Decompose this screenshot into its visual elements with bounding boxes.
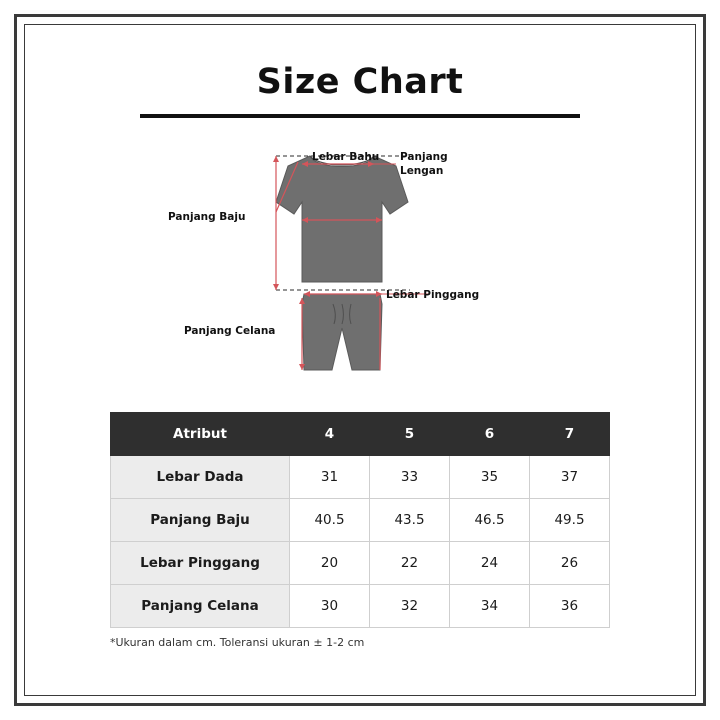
cell-panjang-baju-7: 49.5 [530,499,610,542]
cell-lebar-pinggang-6: 24 [450,542,530,585]
cell-lebar-pinggang-4: 20 [290,542,370,585]
row-label-lebar-pinggang: Lebar Pinggang [111,542,290,585]
cell-panjang-celana-5: 32 [370,585,450,628]
row-label-lebar-dada: Lebar Dada [111,456,290,499]
cell-lebar-pinggang-5: 22 [370,542,450,585]
label-panjang-lengan-2: Lengan [400,165,444,177]
page-title: Size Chart [256,62,464,102]
column-header-4: 4 [290,413,370,456]
table-row [111,499,610,542]
size-table [110,412,610,628]
cell-lebar-dada-7: 37 [530,456,610,499]
shorts-shape [302,294,382,370]
cell-panjang-celana-6: 34 [450,585,530,628]
column-header-5: 5 [370,413,450,456]
label-panjang-celana: Panjang Celana [184,325,276,337]
table-header-row [111,413,610,456]
table-row [111,456,610,499]
table-header [111,413,610,456]
cell-lebar-dada-5: 33 [370,456,450,499]
tshirt-shape [276,156,408,282]
cell-panjang-celana-4: 30 [290,585,370,628]
content-area [40,40,680,680]
cell-panjang-baju-5: 43.5 [370,499,450,542]
table-row [111,542,610,585]
column-header-7: 7 [530,413,610,456]
label-panjang-lengan-1: Panjang [400,151,448,163]
column-header-atribut: Atribut [111,413,290,456]
cell-panjang-celana-7: 36 [530,585,610,628]
row-label-panjang-celana: Panjang Celana [111,585,290,628]
cell-lebar-dada-6: 35 [450,456,530,499]
garment-diagram [40,122,680,412]
table-row [111,585,610,628]
label-panjang-baju: Panjang Baju [168,211,246,223]
cell-panjang-baju-4: 40.5 [290,499,370,542]
cell-lebar-pinggang-7: 26 [530,542,610,585]
measurement-note: *Ukuran dalam cm. Toleransi ukuran ± 1-2 cm [110,636,365,649]
table-body [111,456,610,628]
cell-lebar-dada-4: 31 [290,456,370,499]
column-header-6: 6 [450,413,530,456]
label-lebar-pinggang: Lebar Pinggang [386,289,480,301]
title-divider [140,114,580,118]
label-lebar-bahu: Lebar Bahu [312,151,380,163]
cell-panjang-baju-6: 46.5 [450,499,530,542]
row-label-panjang-baju: Panjang Baju [111,499,290,542]
